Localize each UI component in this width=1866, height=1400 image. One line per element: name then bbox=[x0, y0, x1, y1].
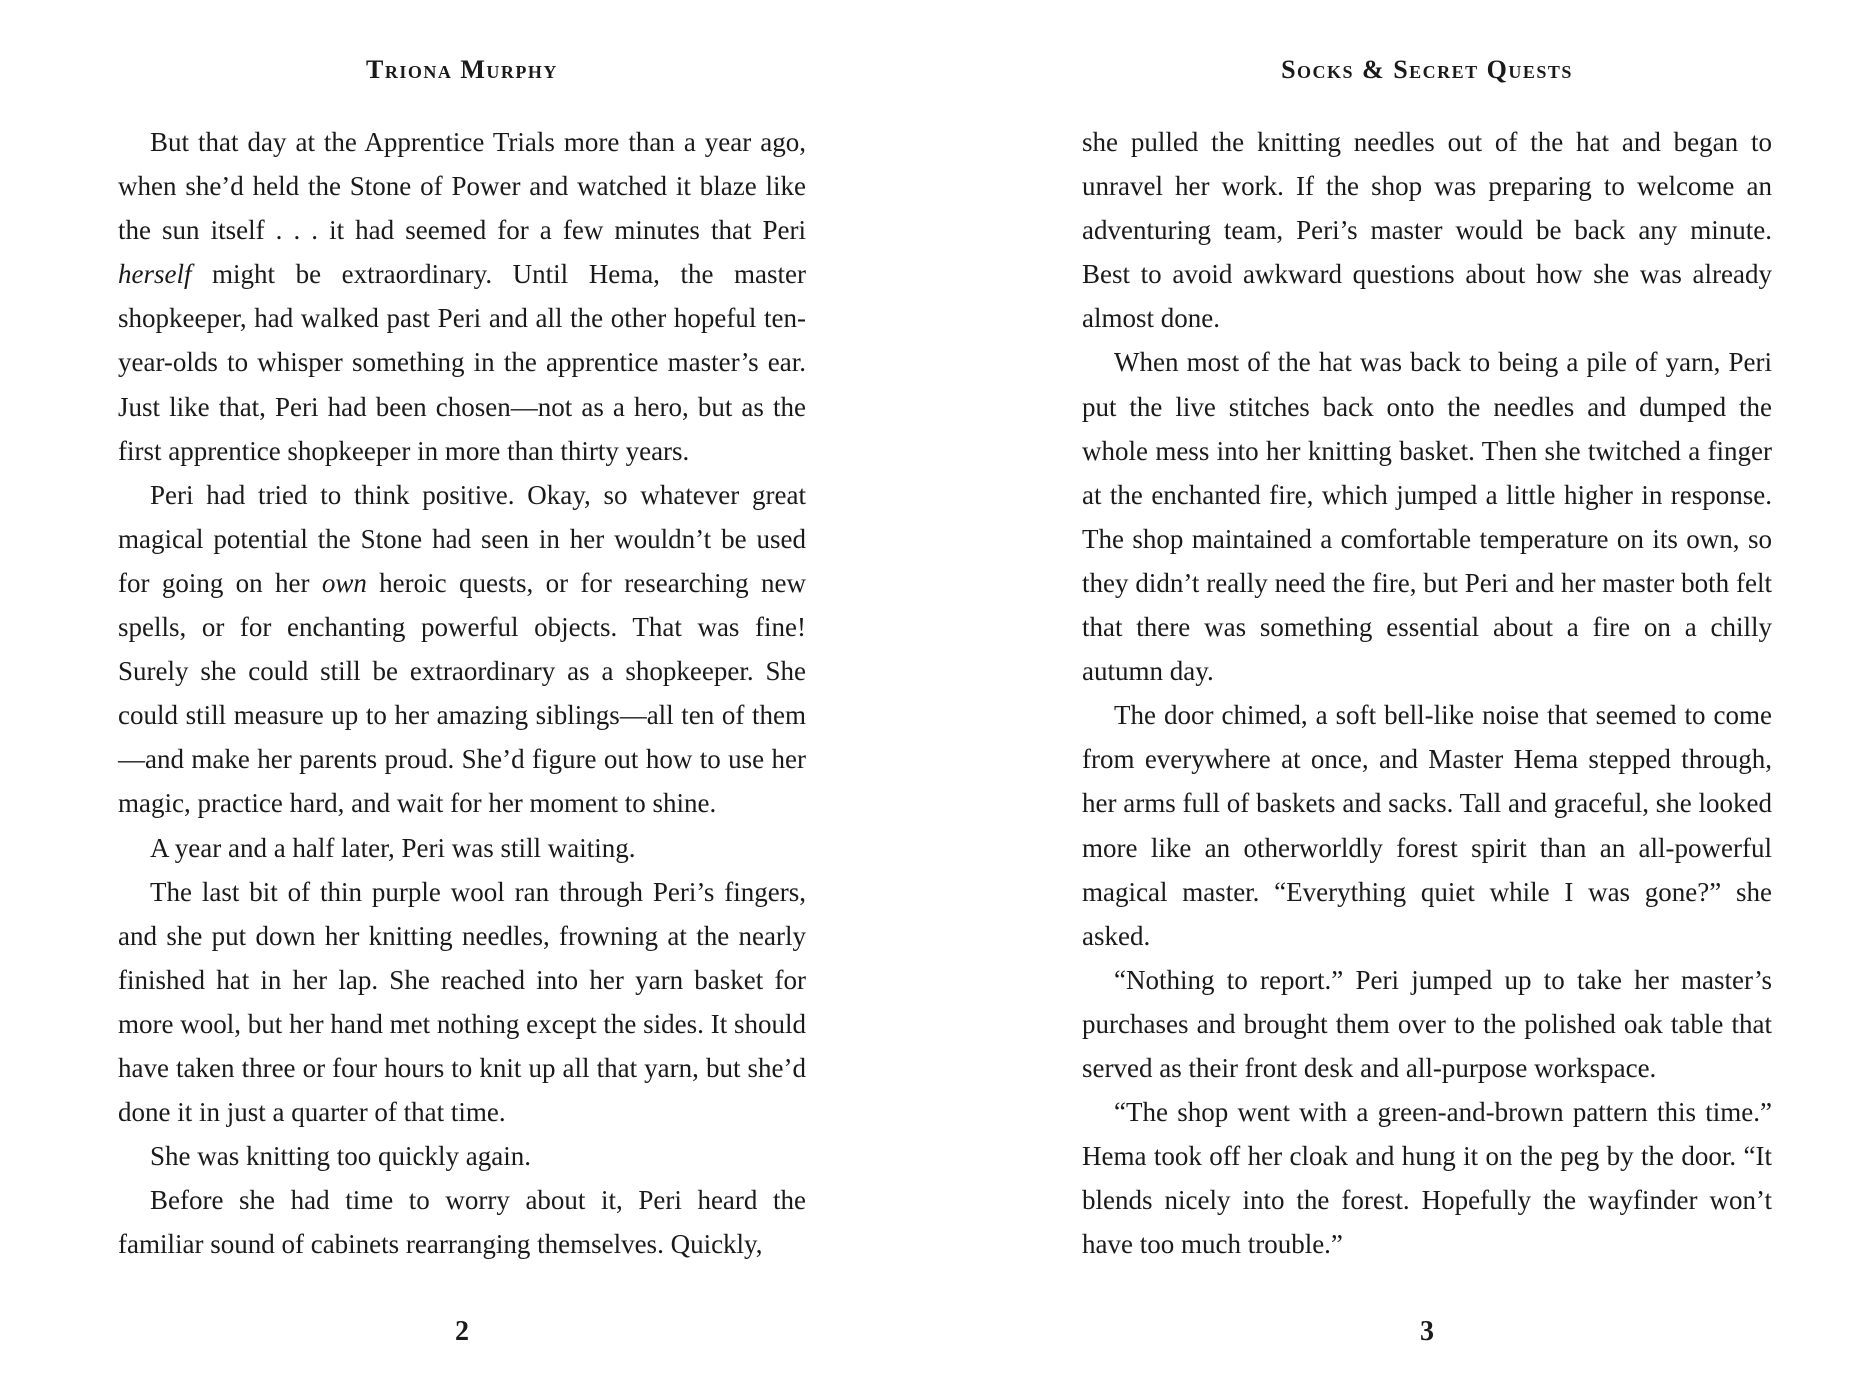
body-text bbox=[1082, 120, 1772, 1266]
left-page bbox=[118, 0, 806, 1400]
paragraph: The door chimed, a soft bell-like noise that seemed to come from everywhere at once, and Master Hema stepped through, her arms full of baskets and sacks. Tall and graceful, she looked more like an otherworldly forest spirit than an all-powerful magical master. “Everything quiet while I was gone?” she asked. bbox=[1082, 700, 1772, 951]
paragraph: She was knitting too quickly again. bbox=[150, 1141, 531, 1172]
running-head-author: Triona Murphy bbox=[366, 55, 558, 84]
paragraph-continued: she pulled the knitting needles out of the hat and began to unravel her work. If the shop was preparing to welcome an adventuring team, Peri’s master would be back any minute. Best to avoid awkward questions about how she was already almost done. bbox=[1082, 127, 1772, 334]
paragraph: But that day at the Apprentice Trials more than a year ago, when she’d held the Stone of Power and watched it blaze like the sun itself . . . it had seemed for a few minutes that Peri herself might be extraordinary. Until Hema, the master shopkeeper, had walked past Peri and all the other hopeful ten-year-olds to whisper something in the apprentice master’s ear. Just like that, Peri had been chosen—not as a hero, but as the first apprentice shopkeeper in more than thirty years. bbox=[118, 127, 806, 466]
paragraph: Before she had time to worry about it, Peri heard the familiar sound of cabinets rearranging themselves. Quickly, bbox=[118, 1185, 806, 1260]
running-head-title: Socks & Secret Quests bbox=[1281, 55, 1573, 84]
paragraph: “The shop went with a green-and-brown pattern this time.” Hema took off her cloak and hung it on the peg by the door. “It blends nicely into the forest. Hopefully the wayfinder won’t have too much trouble.” bbox=[1082, 1097, 1772, 1260]
page-number: 2 bbox=[455, 1316, 469, 1347]
paragraph: The last bit of thin purple wool ran through Peri’s fingers, and she put down her knitting needles, frowning at the nearly finished hat in her lap. She reached into her yarn basket for more wool, but her hand met nothing except the sides. It should have taken three or four hours to knit up all that yarn, but she’d done it in just a quarter of that time. bbox=[118, 876, 806, 1128]
paragraph: When most of the hat was back to being a pile of yarn, Peri put the live stitches back onto the needles and dumped the whole mess into her knitting basket. Then she twitched a finger at the enchanted fire, which jumped a little higher in response. The shop maintained a comfortable temperature on its own, so they didn’t really need the fire, but Peri and her master both felt that there was something essential about a fire on a chilly autumn day. bbox=[1082, 347, 1772, 687]
italic-emphasis: own bbox=[321, 567, 367, 598]
body-text bbox=[118, 120, 806, 1266]
paragraph: A year and a half later, Peri was still waiting. bbox=[150, 832, 636, 863]
paragraph: “Nothing to report.” Peri jumped up to take her master’s purchases and brought them over to the polished oak table that served as their front desk and all-purpose workspace. bbox=[1082, 964, 1772, 1083]
italic-emphasis: herself bbox=[118, 259, 192, 290]
paragraph: Peri had tried to think positive. Okay, so whatever great magical potential the Stone had seen in her wouldn’t be used for going on her own heroic quests, or for researching new spells, or for enchanting powerful objects. That was fine! Surely she could still be extraordinary as a shopkeeper. She could still measure up to her amazing siblings—all ten of them—and make her parents proud. She’d figure out how to use her magic, practice hard, and wait for her moment to shine. bbox=[118, 479, 806, 819]
right-page bbox=[1082, 0, 1772, 1400]
page-number: 3 bbox=[1420, 1316, 1434, 1347]
